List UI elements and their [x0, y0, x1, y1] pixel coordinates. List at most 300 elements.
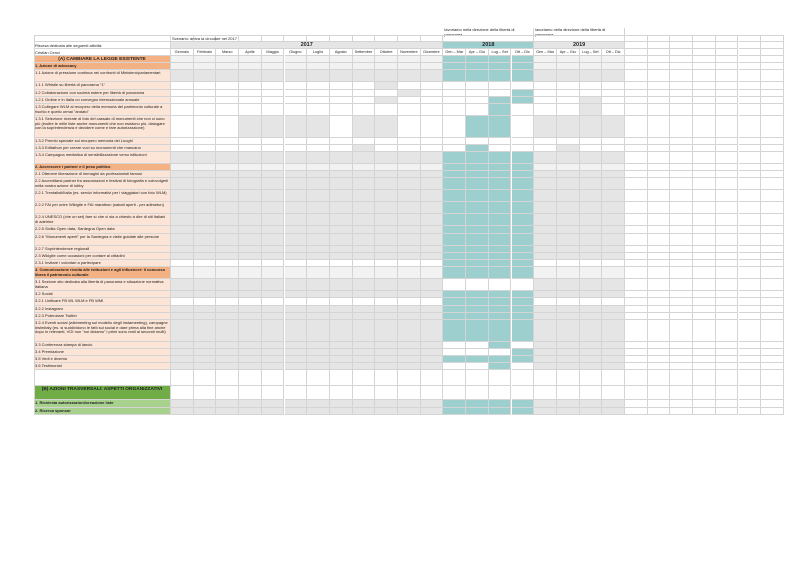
timeline-cell	[330, 56, 353, 63]
timeline-cell-planned	[262, 349, 285, 356]
grid-cell	[716, 35, 739, 42]
timeline-cell	[398, 145, 421, 152]
timeline-cell-active	[489, 116, 512, 138]
timeline-cell-planned	[216, 226, 239, 233]
timeline-cell-planned	[262, 306, 285, 313]
timeline-cell	[512, 56, 535, 63]
timeline-cell	[353, 90, 376, 97]
timeline-cell-planned	[557, 291, 580, 298]
timeline-cell	[739, 298, 762, 305]
timeline-cell	[216, 267, 239, 279]
timeline-cell-active	[512, 320, 535, 342]
timeline-cell-planned	[580, 342, 603, 349]
grid-cell	[625, 42, 648, 49]
task-label: 2.2 Accreditarsi partner fra associazioni e festival di fotografia e coinvolgerli nella nostra azione di lobby	[34, 178, 171, 190]
timeline-cell-planned	[557, 313, 580, 320]
timeline-cell-planned	[353, 190, 376, 202]
timeline-cell	[670, 260, 693, 267]
timeline-cell	[761, 152, 784, 164]
timeline-cell	[194, 145, 217, 152]
timeline-cell-planned	[171, 226, 194, 233]
timeline-cell	[171, 298, 194, 305]
timeline-cell	[171, 164, 194, 171]
timeline-cell-planned	[285, 363, 308, 370]
timeline-cell	[625, 116, 648, 138]
timeline-cell-planned	[398, 253, 421, 260]
timeline-cell	[739, 82, 762, 89]
timeline-cell-planned	[421, 279, 444, 291]
resource-label: Risorsa dedicata alle seguenti attività:	[34, 42, 171, 49]
timeline-cell	[716, 104, 739, 116]
timeline-cell	[761, 363, 784, 370]
timeline-cell	[443, 267, 466, 279]
timeline-cell-planned	[353, 152, 376, 164]
timeline-cell	[353, 298, 376, 305]
timeline-cell	[716, 279, 739, 291]
timeline-cell	[375, 370, 398, 386]
timeline-cell-active	[512, 356, 535, 363]
timeline-cell-planned	[534, 190, 557, 202]
grid-cell	[739, 35, 762, 42]
timeline-cell	[693, 408, 716, 415]
timeline-cell-planned	[534, 291, 557, 298]
year-2019: 2019	[534, 42, 625, 49]
timeline-cell-planned	[194, 214, 217, 226]
timeline-cell	[761, 104, 784, 116]
timeline-cell	[670, 320, 693, 342]
task-label: 1.3.1 Selezione ricreate di foto del cassato di monumenti che non ci sono più (inoltre le mille liste anche monumenti che non esistono più, dialogare con la soprintendenza e decidere come e fare autorizzazione)	[34, 116, 171, 138]
timeline-cell	[443, 342, 466, 349]
timeline-cell-active	[512, 190, 535, 202]
timeline-cell-active	[489, 313, 512, 320]
timeline-cell	[398, 164, 421, 171]
timeline-cell	[648, 145, 671, 152]
timeline-cell	[739, 63, 762, 70]
task-label: 2.2.7 Soprintendenze regionali	[34, 246, 171, 253]
timeline-cell-planned	[216, 152, 239, 164]
grid-cell	[739, 42, 762, 49]
timeline-cell	[716, 400, 739, 407]
timeline-cell	[716, 90, 739, 97]
timeline-cell-planned	[375, 234, 398, 246]
timeline-cell	[466, 267, 489, 279]
timeline-cell	[761, 342, 784, 349]
timeline-cell-planned	[285, 116, 308, 138]
subsection-title: 1. Richiesta autorizzazioni/creazione liste	[34, 400, 171, 407]
timeline-cell	[693, 164, 716, 171]
timeline-cell-planned	[285, 171, 308, 178]
timeline-cell-planned	[194, 320, 217, 342]
timeline-cell	[443, 116, 466, 138]
timeline-cell	[739, 202, 762, 214]
timeline-cell	[375, 90, 398, 97]
timeline-cell	[398, 260, 421, 267]
timeline-cell	[262, 145, 285, 152]
timeline-cell	[648, 152, 671, 164]
timeline-cell	[761, 226, 784, 233]
timeline-cell	[194, 370, 217, 386]
grid-cell	[375, 35, 398, 42]
timeline-cell	[761, 253, 784, 260]
timeline-cell	[171, 370, 194, 386]
timeline-cell	[648, 116, 671, 138]
timeline-cell	[739, 164, 762, 171]
timeline-cell	[307, 145, 330, 152]
timeline-cell-planned	[194, 253, 217, 260]
timeline-cell-planned	[216, 202, 239, 214]
timeline-cell	[216, 138, 239, 145]
timeline-cell	[761, 370, 784, 386]
timeline-cell	[194, 267, 217, 279]
timeline-cell	[262, 298, 285, 305]
timeline-cell	[739, 234, 762, 246]
timeline-cell	[625, 298, 648, 305]
timeline-cell	[239, 104, 262, 116]
timeline-cell-planned	[398, 306, 421, 313]
task-label: 1.1 Azione di pressione continua nei confronti di Ministero/parlamentari	[34, 70, 171, 82]
timeline-cell	[761, 145, 784, 152]
timeline-cell	[648, 291, 671, 298]
timeline-cell-planned	[398, 171, 421, 178]
timeline-cell	[648, 356, 671, 363]
timeline-cell	[670, 298, 693, 305]
timeline-cell	[239, 370, 262, 386]
timeline-cell-active	[466, 214, 489, 226]
timeline-cell-planned	[580, 226, 603, 233]
timeline-cell	[398, 82, 421, 89]
timeline-cell	[557, 267, 580, 279]
timeline-cell	[285, 104, 308, 116]
timeline-cell-planned	[285, 320, 308, 342]
timeline-cell-planned	[602, 320, 625, 342]
timeline-cell	[194, 104, 217, 116]
timeline-cell	[716, 63, 739, 70]
timeline-cell-planned	[602, 226, 625, 233]
timeline-cell-planned	[580, 313, 603, 320]
timeline-cell-planned	[580, 178, 603, 190]
timeline-cell-planned	[421, 313, 444, 320]
timeline-cell-planned	[580, 246, 603, 253]
timeline-cell-planned	[285, 408, 308, 415]
timeline-cell-planned	[216, 320, 239, 342]
timeline-cell	[421, 63, 444, 70]
timeline-cell	[466, 90, 489, 97]
timeline-cell-planned	[239, 178, 262, 190]
timeline-cell-planned	[307, 178, 330, 190]
timeline-cell	[761, 214, 784, 226]
timeline-cell	[285, 386, 308, 400]
task-label: 2.2.6 "Monumenti aperti" per la Sardegna e visite guidate alle persone	[34, 234, 171, 246]
timeline-cell-planned	[171, 171, 194, 178]
timeline-cell	[216, 260, 239, 267]
timeline-cell	[194, 63, 217, 70]
timeline-cell	[716, 171, 739, 178]
timeline-cell-active	[512, 70, 535, 82]
timeline-cell-planned	[307, 356, 330, 363]
timeline-cell-active	[443, 171, 466, 178]
timeline-cell-planned	[602, 246, 625, 253]
timeline-cell	[693, 82, 716, 89]
timeline-cell	[330, 164, 353, 171]
timeline-cell-active	[443, 190, 466, 202]
timeline-cell-planned	[330, 356, 353, 363]
timeline-cell	[330, 370, 353, 386]
timeline-cell-planned	[398, 214, 421, 226]
timeline-cell	[693, 190, 716, 202]
timeline-cell-planned	[194, 152, 217, 164]
task-label: 3.2 Social	[34, 291, 171, 298]
timeline-cell-planned	[353, 171, 376, 178]
timeline-cell	[716, 291, 739, 298]
timeline-cell	[398, 116, 421, 138]
timeline-cell-planned	[375, 291, 398, 298]
task-label: 1.2 Collaborazione con società estere per libertà di panorama	[34, 90, 171, 97]
timeline-cell	[602, 90, 625, 97]
timeline-cell	[353, 164, 376, 171]
timeline-cell-planned	[580, 116, 603, 138]
timeline-cell	[761, 82, 784, 89]
timeline-cell	[716, 202, 739, 214]
timeline-cell-planned	[194, 408, 217, 415]
timeline-cell-planned	[262, 70, 285, 82]
timeline-cell	[739, 349, 762, 356]
timeline-cell	[534, 56, 557, 63]
timeline-cell	[625, 97, 648, 104]
timeline-cell-planned	[330, 214, 353, 226]
grid-cell	[670, 35, 693, 42]
task-label: 2.2.4 UNESCO (che un set) fare sì che ci sia a chiesto a dire di siti italiani di adeirine	[34, 214, 171, 226]
timeline-cell	[512, 145, 535, 152]
timeline-cell	[670, 164, 693, 171]
timeline-cell-planned	[580, 306, 603, 313]
timeline-cell	[580, 82, 603, 89]
timeline-cell-planned	[307, 253, 330, 260]
timeline-cell	[534, 164, 557, 171]
timeline-cell-planned	[171, 279, 194, 291]
timeline-cell	[761, 190, 784, 202]
timeline-cell	[239, 56, 262, 63]
timeline-cell-planned	[216, 214, 239, 226]
timeline-cell	[625, 138, 648, 145]
timeline-cell	[625, 279, 648, 291]
timeline-cell-planned	[375, 246, 398, 253]
timeline-cell	[670, 63, 693, 70]
timeline-cell	[580, 145, 603, 152]
timeline-cell-planned	[330, 226, 353, 233]
timeline-cell	[216, 56, 239, 63]
timeline-cell	[739, 342, 762, 349]
timeline-cell-active	[512, 306, 535, 313]
timeline-cell-planned	[171, 190, 194, 202]
timeline-cell-planned	[307, 202, 330, 214]
timeline-cell	[761, 356, 784, 363]
timeline-cell-planned	[216, 234, 239, 246]
timeline-cell-active	[466, 400, 489, 407]
timeline-cell	[466, 363, 489, 370]
timeline-cell	[443, 63, 466, 70]
grid-cell	[761, 42, 784, 49]
timeline-cell-planned	[285, 313, 308, 320]
timeline-cell	[670, 145, 693, 152]
timeline-cell-planned	[534, 363, 557, 370]
timeline-cell	[466, 342, 489, 349]
timeline-cell-planned	[307, 349, 330, 356]
grid-cell	[693, 49, 716, 56]
timeline-cell	[262, 90, 285, 97]
timeline-cell-active	[489, 260, 512, 267]
timeline-cell	[353, 104, 376, 116]
timeline-cell-active	[466, 291, 489, 298]
timeline-cell	[648, 320, 671, 342]
timeline-cell	[625, 313, 648, 320]
timeline-cell	[171, 90, 194, 97]
timeline-cell	[739, 291, 762, 298]
timeline-cell-active	[512, 178, 535, 190]
timeline-cell	[625, 260, 648, 267]
timeline-cell-planned	[171, 408, 194, 415]
timeline-cell-planned	[353, 313, 376, 320]
timeline-cell	[466, 370, 489, 386]
timeline-cell-planned	[353, 349, 376, 356]
timeline-cell-planned	[262, 313, 285, 320]
timeline-cell-planned	[216, 313, 239, 320]
timeline-cell	[194, 97, 217, 104]
timeline-cell-planned	[602, 349, 625, 356]
timeline-cell	[625, 342, 648, 349]
timeline-cell	[693, 56, 716, 63]
timeline-cell-planned	[216, 171, 239, 178]
timeline-cell	[648, 226, 671, 233]
timeline-cell-planned	[194, 234, 217, 246]
timeline-cell	[693, 63, 716, 70]
timeline-cell	[670, 363, 693, 370]
timeline-cell	[262, 164, 285, 171]
timeline-cell-active	[466, 145, 489, 152]
timeline-cell	[625, 234, 648, 246]
timeline-cell	[239, 90, 262, 97]
timeline-cell	[262, 267, 285, 279]
timeline-cell	[761, 306, 784, 313]
timeline-cell-active	[443, 178, 466, 190]
timeline-cell	[194, 164, 217, 171]
timeline-cell	[670, 104, 693, 116]
timeline-cell	[534, 267, 557, 279]
timeline-cell	[693, 313, 716, 320]
timeline-cell-planned	[421, 70, 444, 82]
timeline-cell	[171, 267, 194, 279]
timeline-cell	[557, 260, 580, 267]
timeline-cell-planned	[421, 152, 444, 164]
timeline-cell-planned	[534, 70, 557, 82]
timeline-cell-planned	[262, 152, 285, 164]
timeline-cell-planned	[534, 320, 557, 342]
timeline-cell	[443, 82, 466, 89]
grid-cell	[693, 42, 716, 49]
timeline-cell	[739, 97, 762, 104]
timeline-cell	[557, 164, 580, 171]
timeline-cell	[330, 116, 353, 138]
timeline-cell-planned	[171, 214, 194, 226]
timeline-cell-planned	[602, 152, 625, 164]
timeline-cell	[330, 90, 353, 97]
timeline-cell	[693, 260, 716, 267]
timeline-cell-planned	[262, 226, 285, 233]
timeline-cell	[761, 291, 784, 298]
timeline-cell	[330, 298, 353, 305]
timeline-cell	[670, 234, 693, 246]
timeline-cell-planned	[353, 246, 376, 253]
timeline-cell	[534, 145, 557, 152]
timeline-cell	[489, 138, 512, 145]
timeline-cell-active	[466, 171, 489, 178]
timeline-cell	[375, 298, 398, 305]
timeline-cell	[716, 267, 739, 279]
timeline-cell-active	[512, 171, 535, 178]
grid-cell	[716, 49, 739, 56]
timeline-cell	[716, 82, 739, 89]
timeline-cell-planned	[285, 234, 308, 246]
timeline-cell-planned	[262, 190, 285, 202]
timeline-cell-planned	[375, 116, 398, 138]
timeline-cell	[194, 138, 217, 145]
timeline-cell	[761, 313, 784, 320]
timeline-cell-planned	[239, 234, 262, 246]
timeline-cell	[716, 320, 739, 342]
timeline-cell-planned	[421, 234, 444, 246]
timeline-cell	[670, 214, 693, 226]
timeline-cell	[171, 116, 194, 138]
timeline-cell-planned	[580, 152, 603, 164]
timeline-cell	[693, 90, 716, 97]
timeline-cell	[580, 90, 603, 97]
timeline-cell	[557, 298, 580, 305]
task-label: 3.2.3 Potenziare Twitter	[34, 313, 171, 320]
timeline-cell-planned	[307, 190, 330, 202]
timeline-cell-active	[466, 190, 489, 202]
timeline-cell-planned	[262, 320, 285, 342]
quarter-header: Ott – Dic	[602, 49, 625, 56]
timeline-cell-planned	[375, 279, 398, 291]
timeline-cell-planned	[194, 400, 217, 407]
timeline-cell-planned	[580, 349, 603, 356]
timeline-cell-planned	[534, 214, 557, 226]
quarter-header: Apr – Giu	[557, 49, 580, 56]
timeline-cell	[216, 164, 239, 171]
timeline-cell	[670, 226, 693, 233]
timeline-cell	[194, 386, 217, 400]
timeline-cell	[670, 56, 693, 63]
timeline-cell-planned	[239, 291, 262, 298]
timeline-cell	[557, 56, 580, 63]
timeline-cell-planned	[194, 70, 217, 82]
timeline-cell	[739, 356, 762, 363]
timeline-cell	[466, 138, 489, 145]
timeline-cell	[693, 306, 716, 313]
timeline-cell-planned	[239, 226, 262, 233]
timeline-cell-planned	[375, 97, 398, 104]
timeline-cell	[716, 190, 739, 202]
timeline-cell	[648, 104, 671, 116]
timeline-cell-planned	[557, 152, 580, 164]
quarter-header: Apr – Giu	[466, 49, 489, 56]
timeline-cell-active	[512, 408, 535, 415]
timeline-cell-planned	[398, 152, 421, 164]
timeline-cell-planned	[398, 313, 421, 320]
timeline-cell	[716, 370, 739, 386]
timeline-cell-planned	[398, 320, 421, 342]
task-label: 3.2.4 Eventi social (wikimeeting sul modello degli instameeting), campagne #wlmitaly (es. si suddividono le fatti sui social e dare prima alla fine anche dopo in relevanti, VOI non "noi diciamo" i primi sono reali ai secondi multi)	[34, 320, 171, 342]
timeline-cell	[648, 171, 671, 178]
